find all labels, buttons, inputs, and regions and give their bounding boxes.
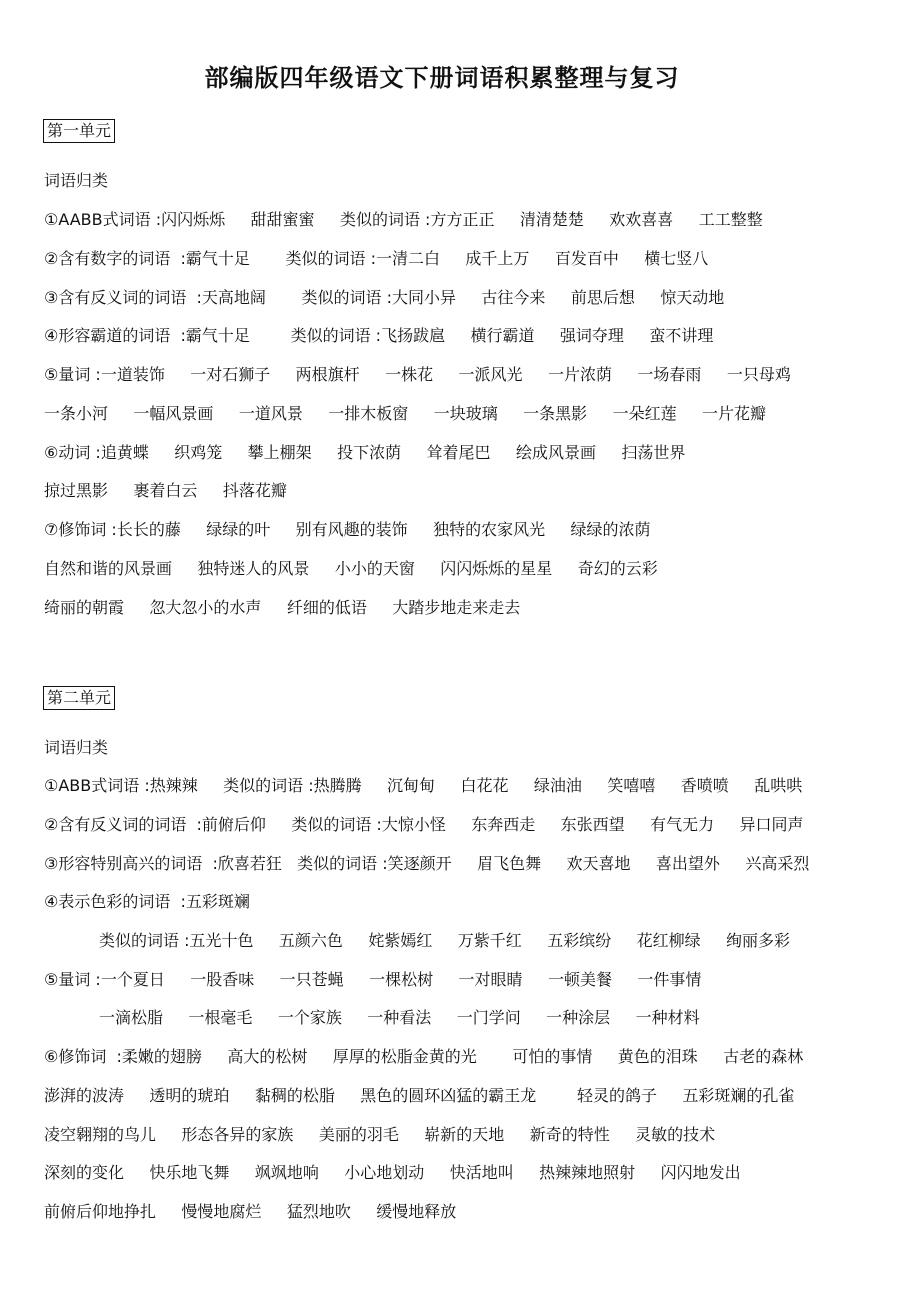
unit1-line: ②含有数字的词语 :霸气十足 类似的词语 :一清二白 成千上万 百发百中 横七竖八 <box>44 249 709 268</box>
unit1-heading: 第一单元 <box>43 119 115 143</box>
unit1-line: ⑦修饰词 :长长的藤 绿绿的叶 别有风趣的装饰 独特的农家风光 绿绿的浓荫 <box>44 520 651 539</box>
unit1-subheading: 词语归类 <box>44 171 109 190</box>
unit2-line: ⑤量词 :一个夏日 一股香味 一只苍蝇 一棵松树 一对眼睛 一顿美餐 一件事情 <box>44 970 702 989</box>
unit2-line: ④表示色彩的词语 :五彩斑斓 <box>44 892 250 911</box>
unit2-subheading: 词语归类 <box>44 738 109 757</box>
unit1-line: 绮丽的朝霞 忽大忽小的水声 纤细的低语 大踏步地走来走去 <box>44 598 521 617</box>
unit1-line: ④形容霸道的词语 :霸气十足 类似的词语 :飞扬跋扈 横行霸道 强词夺理 蛮不讲理 <box>44 326 714 345</box>
unit1-line: ③含有反义词的词语 :天高地阔 类似的词语 :大同小异 古往今来 前思后想 惊天动地 <box>44 288 725 307</box>
unit1-line: ⑥动词 :追黄蝶 织鸡笼 攀上棚架 投下浓荫 耸着尾巴 绘成风景画 扫荡世界 <box>44 443 686 462</box>
unit2-line: 澎湃的波涛 透明的琥珀 黏稠的松脂 黑色的圆环凶猛的霸王龙 轻灵的鸽子 五彩斑斓的孔雀 <box>44 1086 795 1105</box>
unit2-line: 类似的词语 :五光十色 五颜六色 姹紫嫣红 万紫千红 五彩缤纷 花红柳绿 绚丽多彩 <box>99 931 791 950</box>
unit2-line: 深刻的变化 快乐地飞舞 飒飒地响 小心地划动 快活地叫 热辣辣地照射 闪闪地发出 <box>44 1163 741 1182</box>
unit2-heading: 第二单元 <box>43 686 115 710</box>
unit2-line: ③形容特别高兴的词语 :欣喜若狂 类似的词语 :笑逐颜开 眉飞色舞 欢天喜地 喜出望外 兴高采烈 <box>44 854 810 873</box>
unit2-line: 一滴松脂 一根毫毛 一个家族 一种看法 一门学问 一种涂层 一种材料 <box>99 1008 700 1027</box>
unit2-line: 前俯后仰地挣扎 慢慢地腐烂 猛烈地吹 缓慢地释放 <box>44 1202 457 1221</box>
unit1-line: 掠过黑影 裹着白云 抖落花瓣 <box>44 481 287 500</box>
unit2-line: ②含有反义词的词语 :前俯后仰 类似的词语 :大惊小怪 东奔西走 东张西望 有气无力 异口同声 <box>44 815 804 834</box>
unit2-line: ⑥修饰词 :柔嫩的翅膀 高大的松树 厚厚的松脂金黄的光 可怕的事情 黄色的泪珠 古老的森林 <box>44 1047 804 1066</box>
unit1-line: ①AABB式词语 :闪闪烁烁 甜甜蜜蜜 类似的词语 :方方正正 清清楚楚 欢欢喜喜 工工整整 <box>44 210 763 229</box>
unit2-line: 凌空翱翔的鸟儿 形态各异的家族 美丽的羽毛 崭新的天地 新奇的特性 灵敏的技术 <box>44 1125 716 1144</box>
unit1-line: 自然和谐的风景画 独特迷人的风景 小小的天窗 闪闪烁烁的星星 奇幻的云彩 <box>44 559 658 578</box>
unit2-line: ①ABB式词语 :热辣辣 类似的词语 :热腾腾 沉甸甸 白花花 绿油油 笑嘻嘻 香喷喷 乱哄哄 <box>44 776 803 795</box>
page-title: 部编版四年级语文下册词语积累整理与复习 <box>204 64 680 92</box>
unit1-line: 一条小河 一幅风景画 一道风景 一排木板窗 一块玻璃 一条黑影 一朵红莲 一片花瓣 <box>44 404 767 423</box>
unit1-line: ⑤量词 :一道装饰 一对石狮子 两根旗杆 一株花 一派风光 一片浓荫 一场春雨 一只母鸡 <box>44 365 791 384</box>
